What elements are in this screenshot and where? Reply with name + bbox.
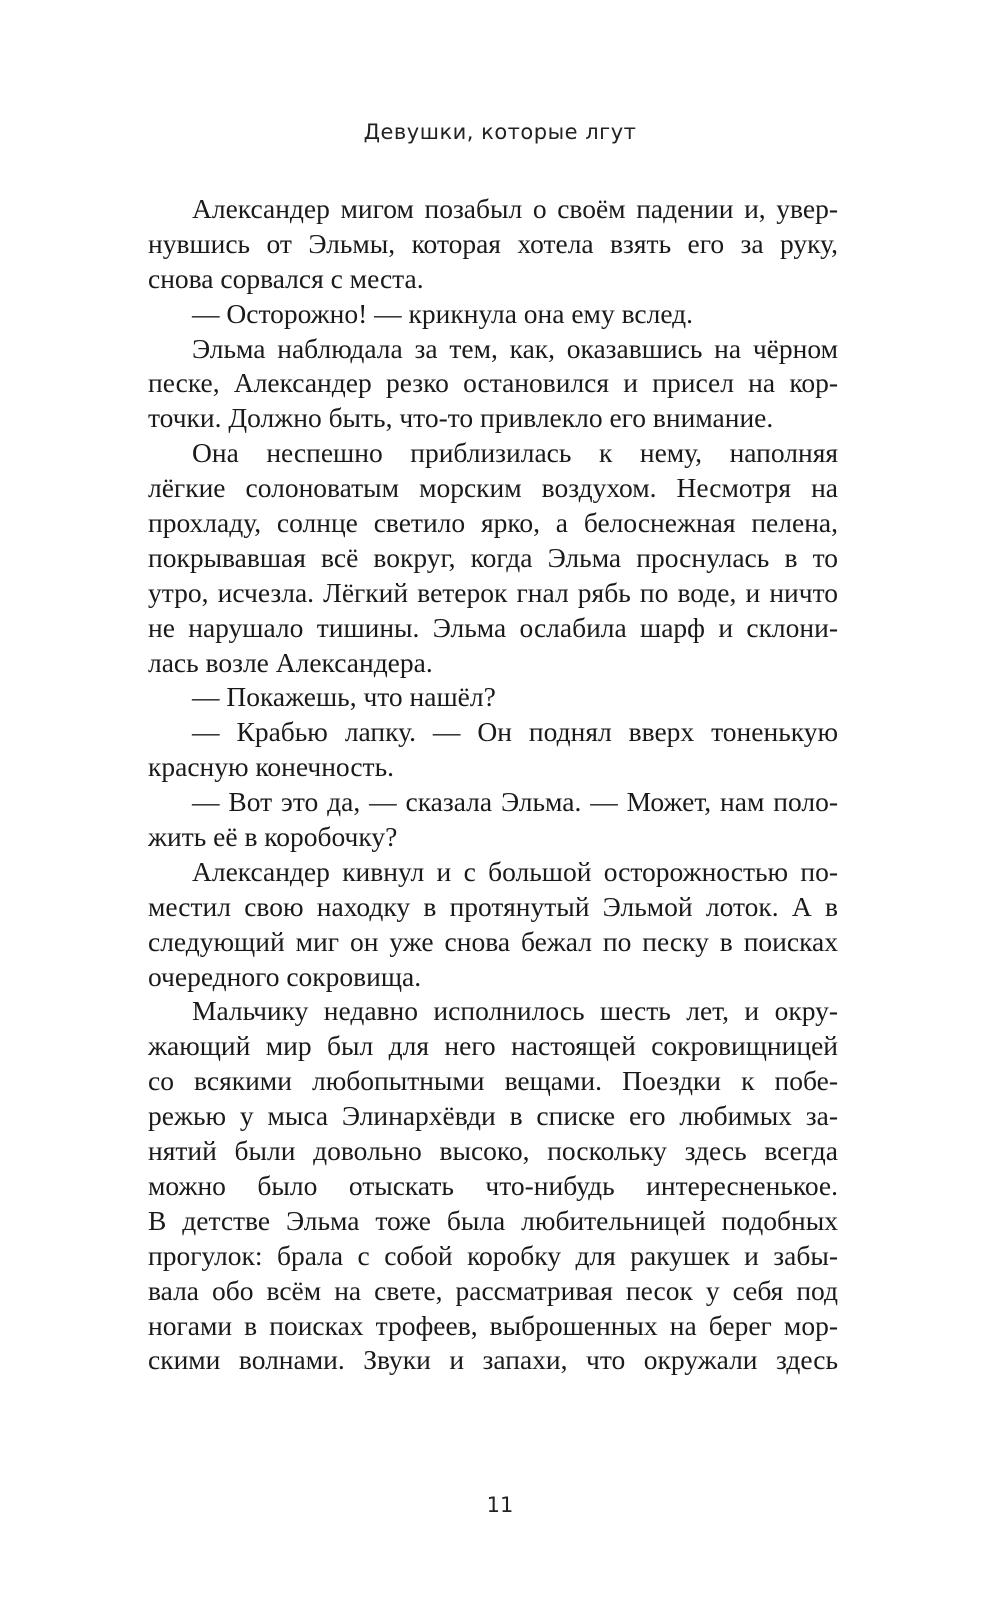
text-line: нувшись от Эльмы, которая хотела взять его за руку, [148, 227, 838, 259]
text-line: жить её в коробочку? [148, 821, 398, 853]
page-number: 11 [486, 1493, 514, 1517]
text-line: покрывавшая всё вокруг, когда Эльма проснулась в то [148, 541, 838, 573]
text-line: Она неспешно приблизилась к нему, наполняя [192, 437, 838, 469]
text-line: точки. Должно быть, что-то привлекло его внимание. [148, 402, 774, 434]
text-line: лась возле Александера. [148, 646, 433, 678]
text-line: нятий были довольно высоко, поскольку здесь всегда [148, 1135, 838, 1167]
body-text [148, 192, 838, 1378]
text-line: Мальчику недавно исполнилось шесть лет, и окру- [192, 995, 838, 1027]
text-line: снова сорвался с места. [148, 262, 424, 294]
text-line: жающий мир был для него настоящей сокровищницей [148, 1030, 838, 1062]
text-line: — Вот это да, — сказала Эльма. — Может, нам поло- [192, 786, 838, 818]
text-line: вала обо всём на свете, рассматривая песок у себя под [148, 1274, 838, 1306]
text-line: можно было отыскать что-нибудь интересненькое. [148, 1169, 838, 1201]
text-line: со всякими любопытными вещами. Поездки к побе- [148, 1065, 838, 1097]
text-line: местил свою находку в протянутый Эльмой лоток. А в [148, 890, 838, 922]
text-line: не нарушало тишины. Эльма ослабила шарф и склони- [148, 611, 838, 643]
text-line: — Крабью лапку. — Он поднял вверх тоненькую [192, 716, 838, 748]
text-line: прохладу, солнце светило ярко, а белоснежная пелена, [148, 507, 838, 539]
text-line: Эльма наблюдала за тем, как, оказавшись на чёрном [192, 332, 838, 364]
text-line: лёгкие солоноватым морским воздухом. Несмотря на [148, 472, 838, 504]
text-line: песке, Александер резко остановился и присел на кор- [148, 367, 838, 399]
text-line: очередного сокровища. [148, 960, 422, 992]
text-line: — Осторожно! — крикнула она ему вслед. [192, 297, 694, 329]
text-line: утро, исчезла. Лёгкий ветерок гнал рябь по воде, и ничто [148, 576, 838, 608]
text-line: прогулок: брала с собой коробку для ракушек и забы- [148, 1239, 838, 1271]
text-line: красную конечность. [148, 751, 394, 783]
text-line: ногами в поисках трофеев, выброшенных на берег мор- [148, 1309, 838, 1341]
text-line: следующий миг он уже снова бежал по песку в поисках [148, 925, 838, 957]
text-line: скими волнами. Звуки и запахи, что окружали здесь [148, 1344, 838, 1376]
text-line: — Покажешь, что нашёл? [192, 681, 496, 713]
text-line: режью у мыса Элинархёвди в списке его любимых за- [148, 1100, 838, 1132]
text-line: Александер мигом позабыл о своём падении и, увер- [192, 193, 838, 224]
text-line: В детстве Эльма тоже была любительницей подобных [148, 1204, 838, 1236]
running-title: Девушки, которые лгут [363, 120, 637, 144]
text-line: Александер кивнул и с большой осторожностью по- [192, 855, 838, 887]
